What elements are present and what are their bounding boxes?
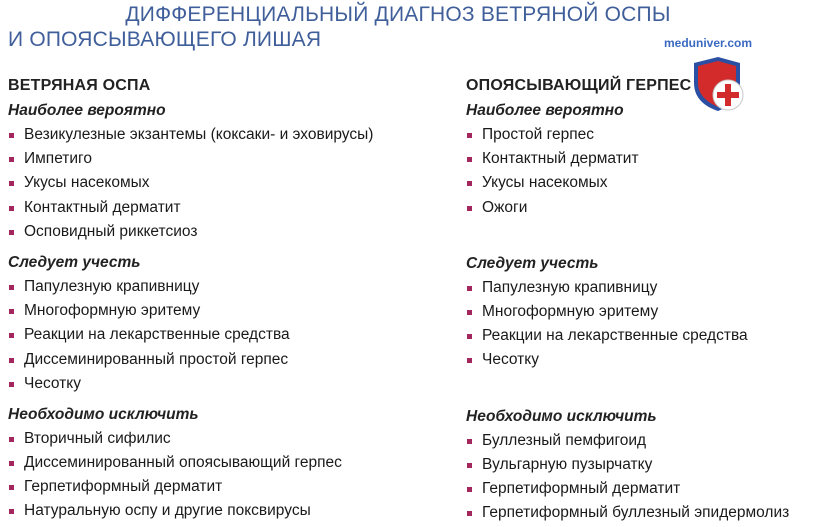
list-item: Чесотку (466, 348, 816, 372)
list-item: Ожоги (466, 196, 816, 220)
bullet-icon (9, 485, 14, 490)
bullet-icon (9, 133, 14, 138)
exclude-list (8, 427, 458, 524)
bullet-icon (467, 487, 472, 492)
list-item: Везикулезные экзантемы (коксаки- и эховирусы) (8, 123, 458, 147)
section-title-exclude: Необходимо исключить (8, 405, 199, 423)
bullet-icon (467, 206, 472, 211)
bullet-icon (9, 230, 14, 235)
bullet-icon (467, 334, 472, 339)
bullet-icon (9, 309, 14, 314)
bullet-icon (467, 439, 472, 444)
chickenpox-heading: ВЕТРЯНАЯ ОСПА (8, 77, 151, 94)
bullet-icon (9, 285, 14, 290)
section-title-most-likely: Наиболее вероятно (8, 102, 166, 119)
list-item: Реакции на лекарственные средства (466, 324, 816, 348)
section-title-exclude: Необходимо исключить (466, 407, 657, 425)
section-title-consider: Следует учесть (466, 254, 599, 272)
bullet-icon (467, 286, 472, 291)
section-title-consider: Следует учесть (8, 253, 141, 271)
list-item: Контактный дерматит (8, 196, 458, 220)
title-line-1: ДИФФЕРЕНЦИАЛЬНЫЙ ДИАГНОЗ ВЕТРЯНОЙ ОСПЫ (125, 3, 671, 26)
list-item: Осповидный риккетсиоз (8, 220, 458, 244)
list-item: Папулезную крапивницу (466, 276, 816, 300)
list-item: Импетиго (8, 147, 458, 171)
most-likely-list (8, 123, 458, 244)
list-item: Укусы насекомых (8, 171, 458, 195)
bullet-icon (9, 461, 14, 466)
chickenpox-column (8, 73, 458, 524)
exclude-list (466, 429, 816, 526)
consider-list (8, 275, 458, 396)
section-title-most-likely: Наиболее вероятно (466, 102, 624, 119)
shingles-heading: ОПОЯСЫВАЮЩИЙ ГЕРПЕС (466, 77, 692, 94)
list-item: Вульгарную пузырчатку (466, 453, 816, 477)
bullet-icon (9, 358, 14, 363)
bullet-icon (467, 511, 472, 516)
bullet-icon (9, 509, 14, 514)
bullet-icon (9, 333, 14, 338)
most-likely-list (466, 123, 816, 220)
list-item: Вторичный сифилис (8, 427, 458, 451)
bullet-icon (467, 463, 472, 468)
bullet-icon (467, 133, 472, 138)
bullet-icon (467, 157, 472, 162)
list-item: Диссеминированный опоясывающий герпес (8, 451, 458, 475)
consider-list (466, 276, 816, 373)
list-item: Контактный дерматит (466, 147, 816, 171)
page-title (8, 2, 768, 52)
shingles-column (466, 73, 816, 525)
title-line-2: И ОПОЯСЫВАЮЩЕГО ЛИШАЯ (8, 28, 322, 51)
list-item: Натуральную оспу и другие поксвирусы (8, 499, 458, 523)
bullet-icon (467, 310, 472, 315)
list-item: Папулезную крапивницу (8, 275, 458, 299)
list-item: Диссеминированный простой герпес (8, 348, 458, 372)
list-item: Чесотку (8, 372, 458, 396)
list-item: Укусы насекомых (466, 171, 816, 195)
list-item: Многоформную эритему (8, 299, 458, 323)
list-item: Герпетиформный дерматит (8, 475, 458, 499)
bullet-icon (9, 382, 14, 387)
list-item: Буллезный пемфигоид (466, 429, 816, 453)
watermark-text: meduniver.com (664, 36, 753, 50)
list-item: Простой герпес (466, 123, 816, 147)
bullet-icon (9, 181, 14, 186)
bullet-icon (467, 181, 472, 186)
bullet-icon (9, 437, 14, 442)
list-item: Герпетиформный дерматит (466, 477, 816, 501)
bullet-icon (9, 206, 14, 211)
list-item: Герпетиформный буллезный эпидермолиз (466, 501, 816, 525)
list-item: Реакции на лекарственные средства (8, 323, 458, 347)
bullet-icon (9, 157, 14, 162)
list-item: Многоформную эритему (466, 300, 816, 324)
bullet-icon (467, 358, 472, 363)
